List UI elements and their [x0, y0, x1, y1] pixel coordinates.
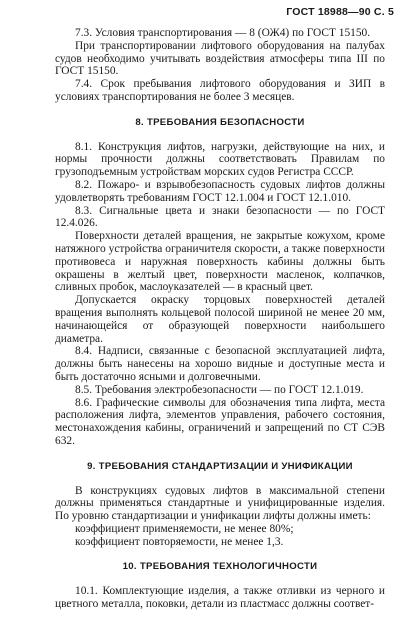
- paragraph-7-3-note: При транспортировании лифтового оборудования на палубах судов необходимо учитывать воздействия атмосферы типа III по ГОСТ 15150.: [55, 39, 385, 78]
- section-heading-10: 10. ТРЕБОВАНИЯ ТЕХНОЛОГИЧНОСТИ: [122, 561, 318, 573]
- paragraph-8-2: 8.2. Пожаро- и взрывобезопасность судовых лифтов должны удовлетворять требованиям ГОСТ 12.1.004 и ГОСТ 12.1.010.: [55, 178, 385, 204]
- coefficient-repeatability: коэффициент повторяемости, не менее 1,3.: [75, 535, 284, 548]
- coefficient-applicability: коэффициент применяемости, не менее 80%;: [75, 522, 294, 535]
- section-heading-9: 9. ТРЕБОВАНИЯ СТАНДАРТИЗАЦИИ И УНИФИКАЦИИ: [87, 460, 353, 472]
- paragraph-8-3-colors: Поверхности деталей вращения, не закрытые кожухом, кроме натяжного устройства ограничителя скорости, а также поверхности противовеса и наружная поверхность кабины должны быть окрашены в желтый цвет, поверхности масленок, колпачков, сливных пробок, маслоуказателей — в красный цвет.: [55, 230, 385, 294]
- page-content: [55, 27, 385, 611]
- paragraph-8-6: 8.6. Графические символы для обозначения типа лифта, места расположения лифта, элементов управления, рабочего состояния, местонахождения кабины, ограничений и запрещений по СТ СЭВ 632.: [55, 396, 385, 447]
- paragraph-8-3: 8.3. Сигнальные цвета и знаки безопасности — по ГОСТ 12.4.026.: [55, 204, 385, 230]
- paragraph-7-4: 7.4. Срок пребывания лифтового оборудования и ЗИП в условиях транспортирования не более 3 месяцев.: [55, 78, 385, 103]
- paragraph-7-3: 7.3. Условия транспортирования — 8 (ОЖ4) по ГОСТ 15150.: [75, 27, 371, 39]
- section-heading-8: 8. ТРЕБОВАНИЯ БЕЗОПАСНОСТИ: [135, 116, 305, 128]
- paragraph-8-3-marking: Допускается окраску торцовых поверхностей деталей вращения выполнять кольцевой полосой шириной не менее 20 мм, начинающейся от образующей поверхности наибольшего диаметра.: [55, 294, 385, 345]
- paragraph-8-1: 8.1. Конструкция лифтов, нагрузки, действующие на них, и нормы прочности должны соответствовать Правилам по грузоподъемным устройствам морских судов Регистра СССР.: [55, 140, 385, 179]
- page-header: ГОСТ 18988—90 С. 5: [286, 6, 394, 18]
- paragraph-10-1: 10.1. Комплектующие изделия, а также отливки из черного и цветного металла, поковки, детали из пластмасс должны соответ-: [55, 585, 385, 611]
- paragraph-8-4: 8.4. Надписи, связанные с безопасной эксплуатацией лифта, должны быть нанесены на хорошо видные и доступные места и быть достаточно ясными и долговечными.: [55, 345, 385, 383]
- paragraph-9: В конструкциях судовых лифтов в максимальной степени должны применяться стандартные и унифицированные изделия. По уровню стандартизации и унификации лифты должны иметь:: [55, 484, 385, 523]
- paragraph-8-5: 8.5. Требования электробезопасности — по ГОСТ 12.1.019.: [75, 383, 364, 396]
